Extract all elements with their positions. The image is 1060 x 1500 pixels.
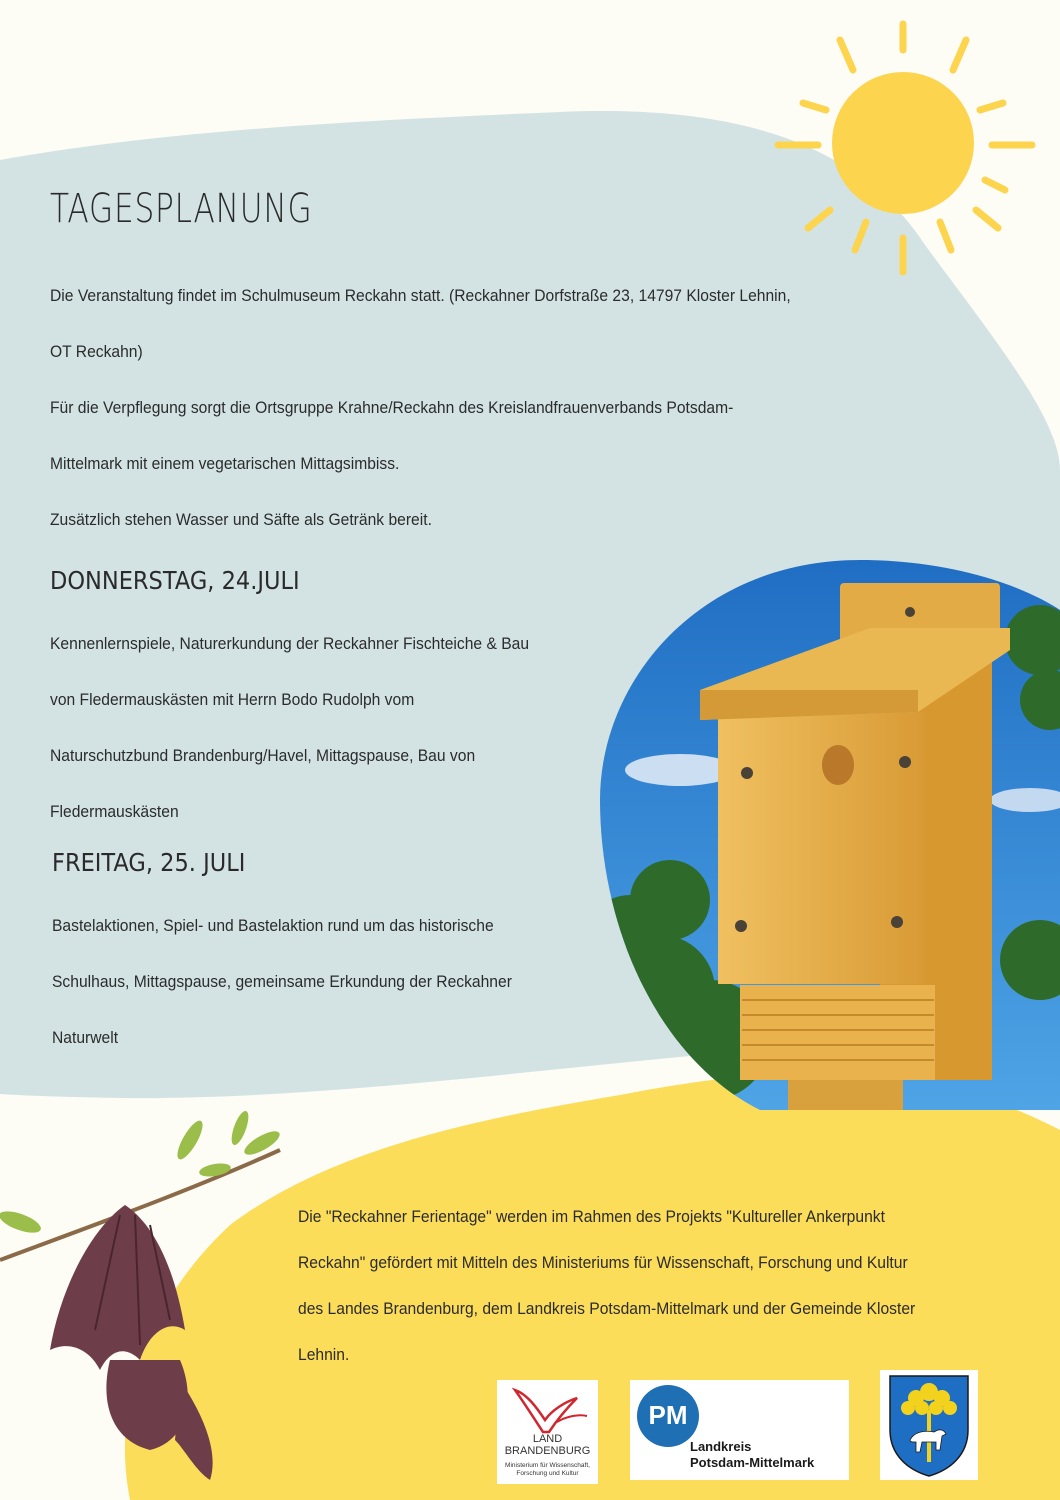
page-title: TAGESPLANUNG xyxy=(50,186,313,232)
day2-line: Bastelaktionen, Spiel- und Bastelaktion rund um das historische xyxy=(52,916,494,935)
day2-line: Naturwelt xyxy=(52,1028,119,1047)
day1-line: von Fledermauskästen mit Herrn Bodo Rudolph vom xyxy=(50,690,415,709)
brandenburg-line2: BRANDENBURG xyxy=(504,1445,591,1457)
intro-line: Für die Verpflegung sorgt die Ortsgruppe Krahne/Reckahn des Kreislandfrauenverbands Potsdam- xyxy=(50,398,734,417)
brandenburg-logo xyxy=(497,1380,598,1484)
day1-line: Naturschutzbund Brandenburg/Havel, Mittagspause, Bau von xyxy=(50,746,476,765)
pm-line1: Landkreis xyxy=(690,1439,752,1454)
intro-line: Die Veranstaltung findet im Schulmuseum Reckahn statt. (Reckahner Dorfstraße 23, 14797 Kloster Lehnin, xyxy=(50,286,791,305)
funding-line: Die "Reckahner Ferientage" werden im Rahmen des Projekts "Kultureller Ankerpunkt xyxy=(298,1207,885,1226)
day1-line: Kennenlernspiele, Naturerkundung der Reckahner Fischteiche & Bau xyxy=(50,634,530,653)
coat-of-arms-logo xyxy=(880,1370,978,1480)
intro-line: OT Reckahn) xyxy=(50,342,143,361)
intro-paragraph xyxy=(50,268,791,548)
funding-line: des Landes Brandenburg, dem Landkreis Potsdam-Mittelmark und der Gemeinde Kloster xyxy=(298,1299,916,1318)
pm-logo xyxy=(630,1380,849,1480)
eagle-icon xyxy=(497,1380,598,1440)
day1-line: Fledermauskästen xyxy=(50,802,179,821)
funding-line: Reckahn" gefördert mit Mitteln des Ministeriums für Wissenschaft, Forschung und Kultur xyxy=(298,1253,908,1272)
pm-line2: Potsdam-Mittelmark xyxy=(690,1455,815,1470)
day1-heading: DONNERSTAG, 24.JULI xyxy=(50,566,300,595)
day2-line: Schulhaus, Mittagspause, gemeinsame Erkundung der Reckahner xyxy=(52,972,512,991)
day2-paragraph xyxy=(52,898,512,1066)
brandenburg-line1: LAND xyxy=(532,1433,563,1445)
funding-paragraph xyxy=(298,1194,915,1378)
pm-badge-text: PM xyxy=(648,1400,688,1430)
day2-heading: FREITAG, 25. JULI xyxy=(52,848,246,877)
coat-of-arms-icon xyxy=(880,1370,978,1480)
brandenburg-sub1: Ministerium für Wissenschaft, xyxy=(505,1462,590,1469)
day1-paragraph xyxy=(50,616,529,840)
brandenburg-sub2: Forschung und Kultur xyxy=(516,1470,579,1477)
intro-line: Zusätzlich stehen Wasser und Säfte als Getränk bereit. xyxy=(50,510,432,529)
funding-line: Lehnin. xyxy=(298,1345,350,1364)
intro-line: Mittelmark mit einem vegetarischen Mittagsimbiss. xyxy=(50,454,400,473)
